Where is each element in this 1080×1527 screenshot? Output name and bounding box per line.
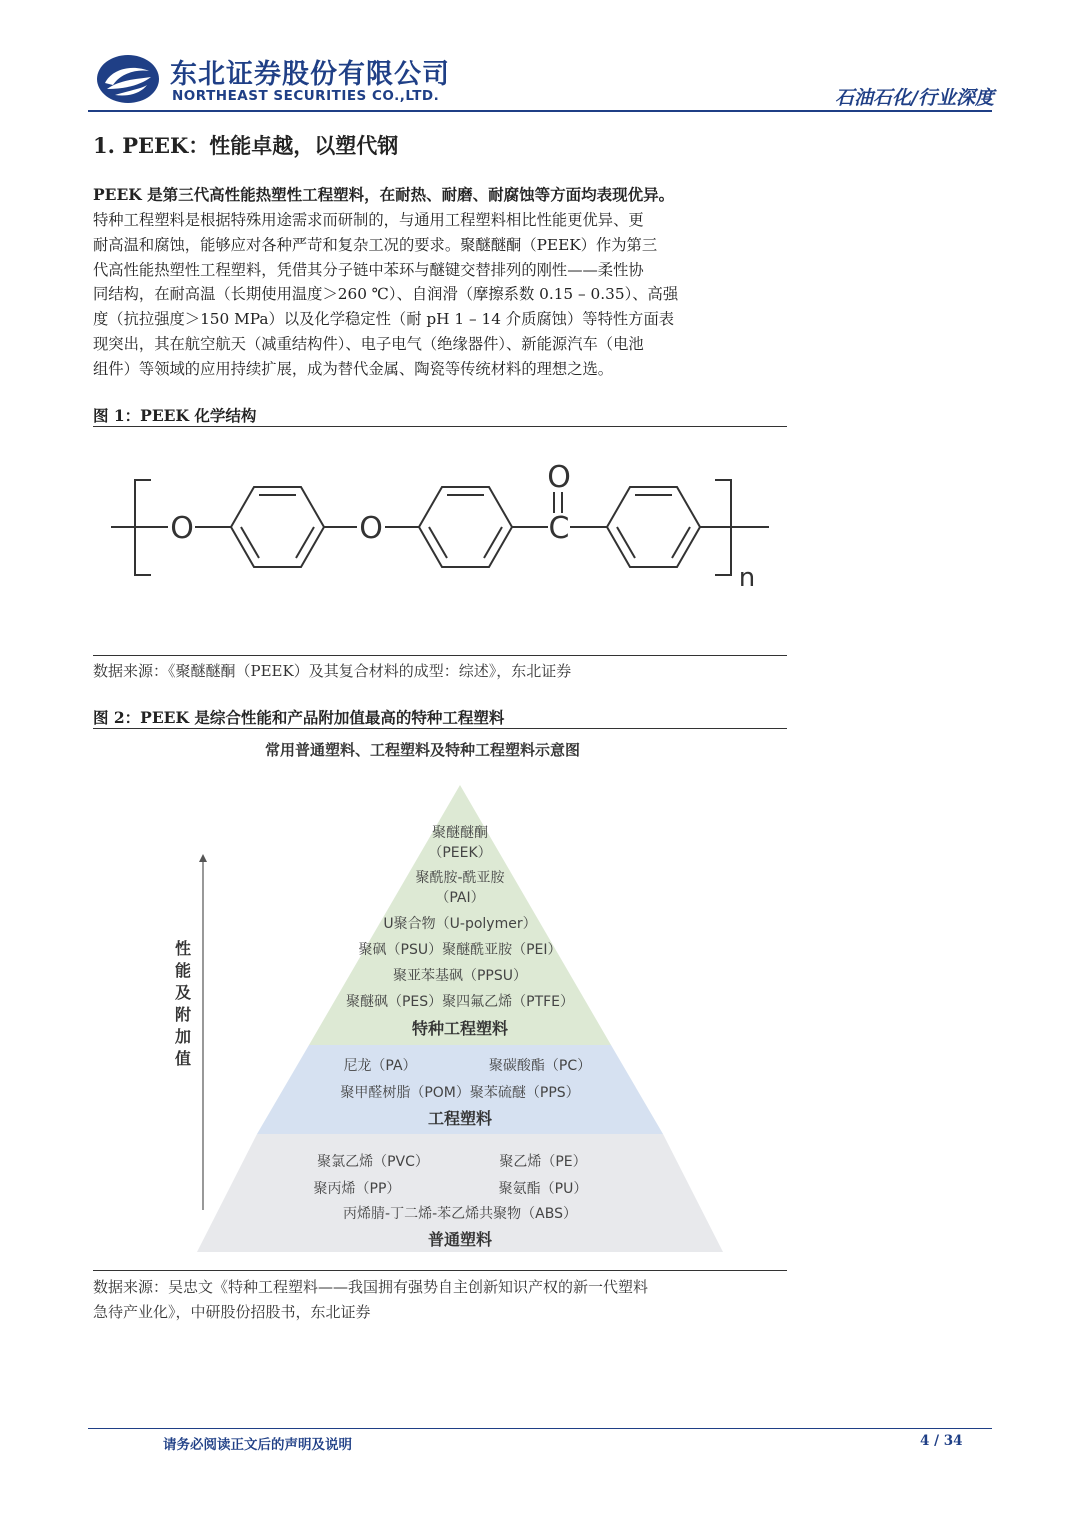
company-name-en: NORTHEAST SECURITIES CO.,LTD. bbox=[172, 88, 440, 104]
body-paragraph bbox=[93, 208, 787, 382]
general-item: 聚丙烯（PP） bbox=[313, 1181, 401, 1197]
special-item: U聚合物（U-polymer） bbox=[383, 916, 537, 932]
axis-label-char: 性 bbox=[174, 939, 192, 958]
general-item: 聚乙烯（PE） bbox=[499, 1154, 587, 1170]
axis-label-char: 能 bbox=[174, 961, 192, 980]
axis-arrow-icon bbox=[199, 854, 207, 862]
general-item: 聚氨酯（PU） bbox=[498, 1181, 588, 1197]
paragraph-line: 耐高温和腐蚀，能够应对各种严苛和复杂工况的要求。聚醚醚酮（PEEK）作为第三 bbox=[93, 235, 658, 254]
repeat-unit-n: n bbox=[738, 563, 756, 593]
special-item: 聚亚苯基砜（PPSU） bbox=[392, 968, 528, 984]
figure1-top-rule bbox=[93, 426, 787, 427]
general-tier-name: 普通塑料 bbox=[427, 1230, 493, 1249]
figure1-caption: 图 1：PEEK 化学结构 bbox=[93, 406, 257, 425]
figure1-source: 数据来源：《聚醚醚酮（PEEK）及其复合材料的成型：综述》，东北证券 bbox=[93, 662, 572, 680]
special-item: 聚醚醚酮 bbox=[432, 825, 488, 841]
peek-chemical-structure bbox=[93, 440, 787, 650]
header-divider bbox=[88, 110, 992, 112]
special-item: 聚砜（PSU）聚醚酰亚胺（PEI） bbox=[358, 942, 562, 958]
report-category: 石油石化/行业深度 bbox=[835, 87, 994, 109]
paragraph-line: 特种工程塑料是根据特殊用途需求而研制的，与通用工程塑料相比性能更优异、更 bbox=[93, 211, 644, 229]
special-item: 聚酰胺-酰亚胺 bbox=[415, 870, 505, 886]
company-logo bbox=[95, 53, 161, 105]
figure2-bottom-rule bbox=[93, 1270, 787, 1271]
special-tier-name: 特种工程塑料 bbox=[411, 1019, 509, 1038]
axis-label-char: 值 bbox=[174, 1049, 192, 1068]
footer-divider bbox=[88, 1428, 992, 1429]
company-name-cn: 东北证券股份有限公司 bbox=[170, 59, 450, 90]
page-number: 4 / 34 bbox=[920, 1433, 963, 1449]
special-item: 聚醚砜（PES）聚四氟乙烯（PTFE） bbox=[345, 994, 575, 1010]
engineering-item: 聚碳酸酯（PC） bbox=[488, 1058, 592, 1074]
general-item: 丙烯腈-丁二烯-苯乙烯共聚物（ABS） bbox=[343, 1206, 577, 1222]
figure1-bottom-rule bbox=[93, 655, 787, 656]
atom-oxygen-1: O bbox=[170, 511, 194, 546]
figure2-top-rule bbox=[93, 728, 787, 729]
figure2-source-line: 数据来源：吴忠文《特种工程塑料——我国拥有强势自主创新知识产权的新一代塑料 bbox=[93, 1278, 649, 1296]
paragraph-line: 组件）等领域的应用持续扩展，成为替代金属、陶瓷等传统材料的理想之选。 bbox=[93, 359, 614, 378]
figure2-caption: 图 2：PEEK 是综合性能和产品附加值最高的特种工程塑料 bbox=[93, 708, 505, 727]
axis-label-char: 加 bbox=[174, 1027, 192, 1046]
axis-label-char: 及 bbox=[174, 983, 192, 1002]
figure2-source-line: 急待产业化》，中研股份招股书，东北证券 bbox=[93, 1303, 371, 1321]
engineering-item: 尼龙（PA） bbox=[343, 1058, 417, 1074]
pyramid-title: 常用普通塑料、工程塑料及特种工程塑料示意图 bbox=[265, 741, 581, 759]
atom-carbon: C bbox=[548, 511, 570, 546]
disclaimer-note: 请务必阅读正文后的声明及说明 bbox=[163, 1437, 352, 1453]
lead-sentence: PEEK 是第三代高性能热塑性工程塑料，在耐热、耐磨、耐腐蚀等方面均表现优异。 bbox=[93, 185, 675, 204]
paragraph-line: 代高性能热塑性工程塑料，凭借其分子链中苯环与醚键交替排列的刚性——柔性协 bbox=[93, 260, 644, 279]
paragraph-line: 度（抗拉强度＞150 MPa）以及化学稳定性（耐 pH 1 – 14 介质腐蚀）等特性方面表 bbox=[93, 310, 675, 329]
section-title: 1. PEEK：性能卓越，以塑代钢 bbox=[93, 133, 399, 158]
axis-label-char: 附 bbox=[174, 1005, 192, 1024]
atom-oxygen-carbonyl: O bbox=[547, 460, 571, 495]
paragraph-line: 现突出，其在航空航天（减重结构件）、电子电气（绝缘器件）、新能源汽车（电池 bbox=[93, 334, 644, 353]
engineering-item: 聚甲醛树脂（POM）聚苯硫醚（PPS） bbox=[340, 1085, 580, 1101]
special-item: （PAI） bbox=[435, 890, 485, 906]
special-item: （PEEK） bbox=[428, 845, 492, 861]
general-item: 聚氯乙烯（PVC） bbox=[317, 1154, 429, 1170]
paragraph-line: 同结构，在耐高温（长期使用温度＞260 ℃）、自润滑（摩擦系数 0.15 – 0.35）、高强 bbox=[93, 285, 679, 304]
atom-oxygen-2: O bbox=[359, 511, 383, 546]
plastics-pyramid bbox=[93, 770, 787, 1270]
engineering-tier-name: 工程塑料 bbox=[427, 1109, 493, 1128]
